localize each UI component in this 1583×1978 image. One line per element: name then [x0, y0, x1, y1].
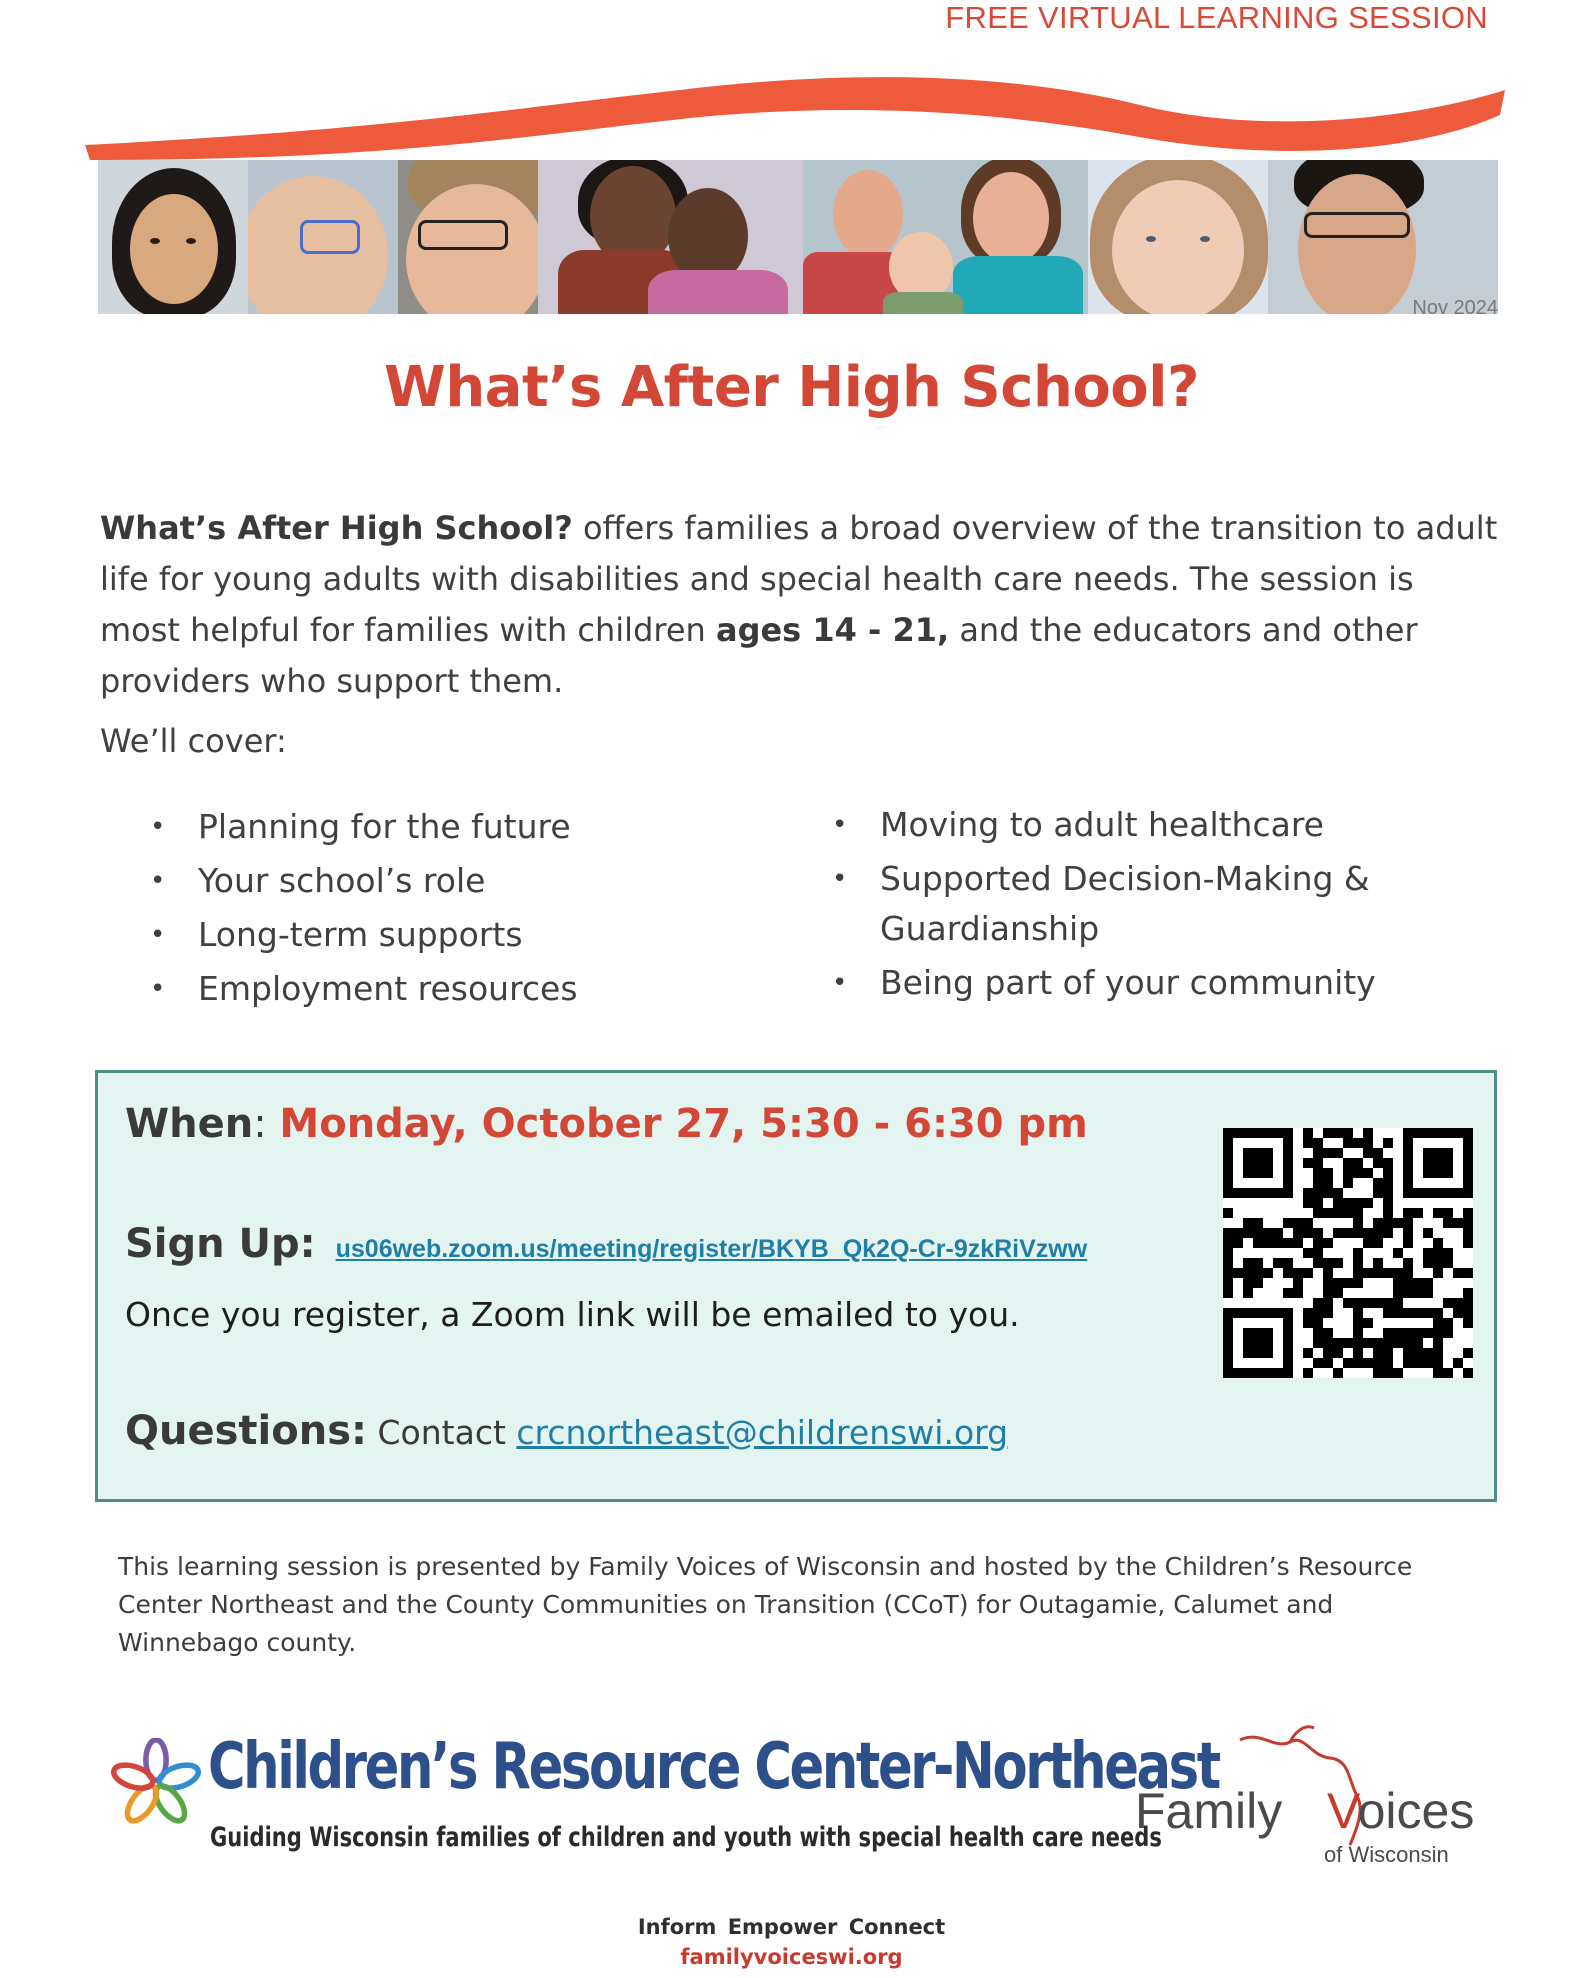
photo-young-man — [398, 160, 538, 314]
signup-label: Sign Up: — [125, 1221, 316, 1267]
fv-oices: oices — [1357, 1783, 1475, 1839]
when-label: When — [125, 1101, 254, 1147]
fv-family-text: Family — [1135, 1783, 1283, 1839]
photo-teen — [1268, 160, 1498, 314]
page-title: What’s After High School? — [384, 355, 1199, 420]
when-separator: : — [253, 1101, 280, 1147]
fv-v-mark: V — [1327, 1783, 1358, 1839]
signup-link[interactable]: us06web.zoom.us/meeting/register/BKYB_Qk2Q-Cr-9zkRiVzww — [335, 1235, 1088, 1263]
list-item: • Your school’s role — [100, 854, 740, 908]
list-item: • Supported Decision-Making & Guardianship — [782, 854, 1502, 954]
crc-tagline: Guiding Wisconsin families of children and youth with special health care needs — [210, 1822, 1162, 1853]
questions-label: Questions: — [125, 1408, 368, 1454]
photo-toddler — [1088, 160, 1268, 314]
intro-text-2: and the educators and other providers who support them. — [100, 611, 1418, 700]
list-item: • Long-term supports — [100, 908, 740, 962]
topics-list-right — [782, 800, 1502, 1012]
photo-boy-glasses — [248, 160, 398, 314]
list-item: • Moving to adult healthcare — [782, 800, 1502, 850]
questions-contact: Contact — [367, 1413, 517, 1452]
presented-by: This learning session is presented by Family Voices of Wisconsin and hosted by the Children’s Resource Center Northeast and the County Communities on Transition (CCoT) for Outagamie, Calumet and Winnebago county. — [118, 1552, 1413, 1657]
list-item: • Being part of your community — [782, 958, 1502, 1008]
fv-voices-text — [1327, 1782, 1474, 1840]
footer-url[interactable]: familyvoiceswi.org — [680, 1945, 903, 1969]
photo-girl — [98, 160, 248, 314]
event-questions — [125, 1408, 1008, 1454]
contact-email-link[interactable]: crcnortheast@childrenswi.org — [516, 1413, 1009, 1452]
intro-ages: ages 14 - 21, — [715, 611, 950, 649]
event-when — [125, 1101, 1088, 1147]
event-signup — [125, 1221, 1087, 1267]
intro-text-1: offers families a broad overview of the transition to adult life for young adults with disabilities and special health care needs. The session is most helpful for families with children — [100, 509, 1498, 649]
qr-code[interactable] — [1223, 1128, 1473, 1378]
cover-label: We’ll cover: — [100, 722, 287, 760]
intro-lead: What’s After High School? — [100, 509, 573, 547]
list-item: • Employment resources — [100, 962, 740, 1016]
when-value: Monday, October 27, 5:30 - 6:30 pm — [279, 1101, 1088, 1147]
photo-women — [538, 160, 803, 314]
banner-swoosh — [80, 60, 1510, 180]
footer-tagline: Inform Empower Connect — [637, 1915, 946, 1939]
topics-list-left — [100, 800, 740, 1016]
photo-banner — [80, 60, 1510, 330]
fv-of-wisconsin: of Wisconsin — [1324, 1842, 1449, 1867]
crc-flower-icon — [110, 1738, 202, 1830]
family-voices-logo — [1130, 1720, 1475, 1880]
session-eyebrow: FREE VIRTUAL LEARNING SESSION — [945, 0, 1488, 35]
date-stamp: Nov 2024 — [1412, 297, 1498, 319]
crc-name: Children’s Resource Center-Northeast — [208, 1730, 1219, 1804]
family-photos-strip — [98, 160, 1498, 314]
intro-paragraph — [100, 503, 1500, 707]
register-note: Once you register, a Zoom link will be emailed to you. — [125, 1295, 1020, 1334]
list-item: • Planning for the future — [100, 800, 740, 854]
event-info-box — [95, 1070, 1497, 1502]
photo-family — [803, 160, 1088, 314]
